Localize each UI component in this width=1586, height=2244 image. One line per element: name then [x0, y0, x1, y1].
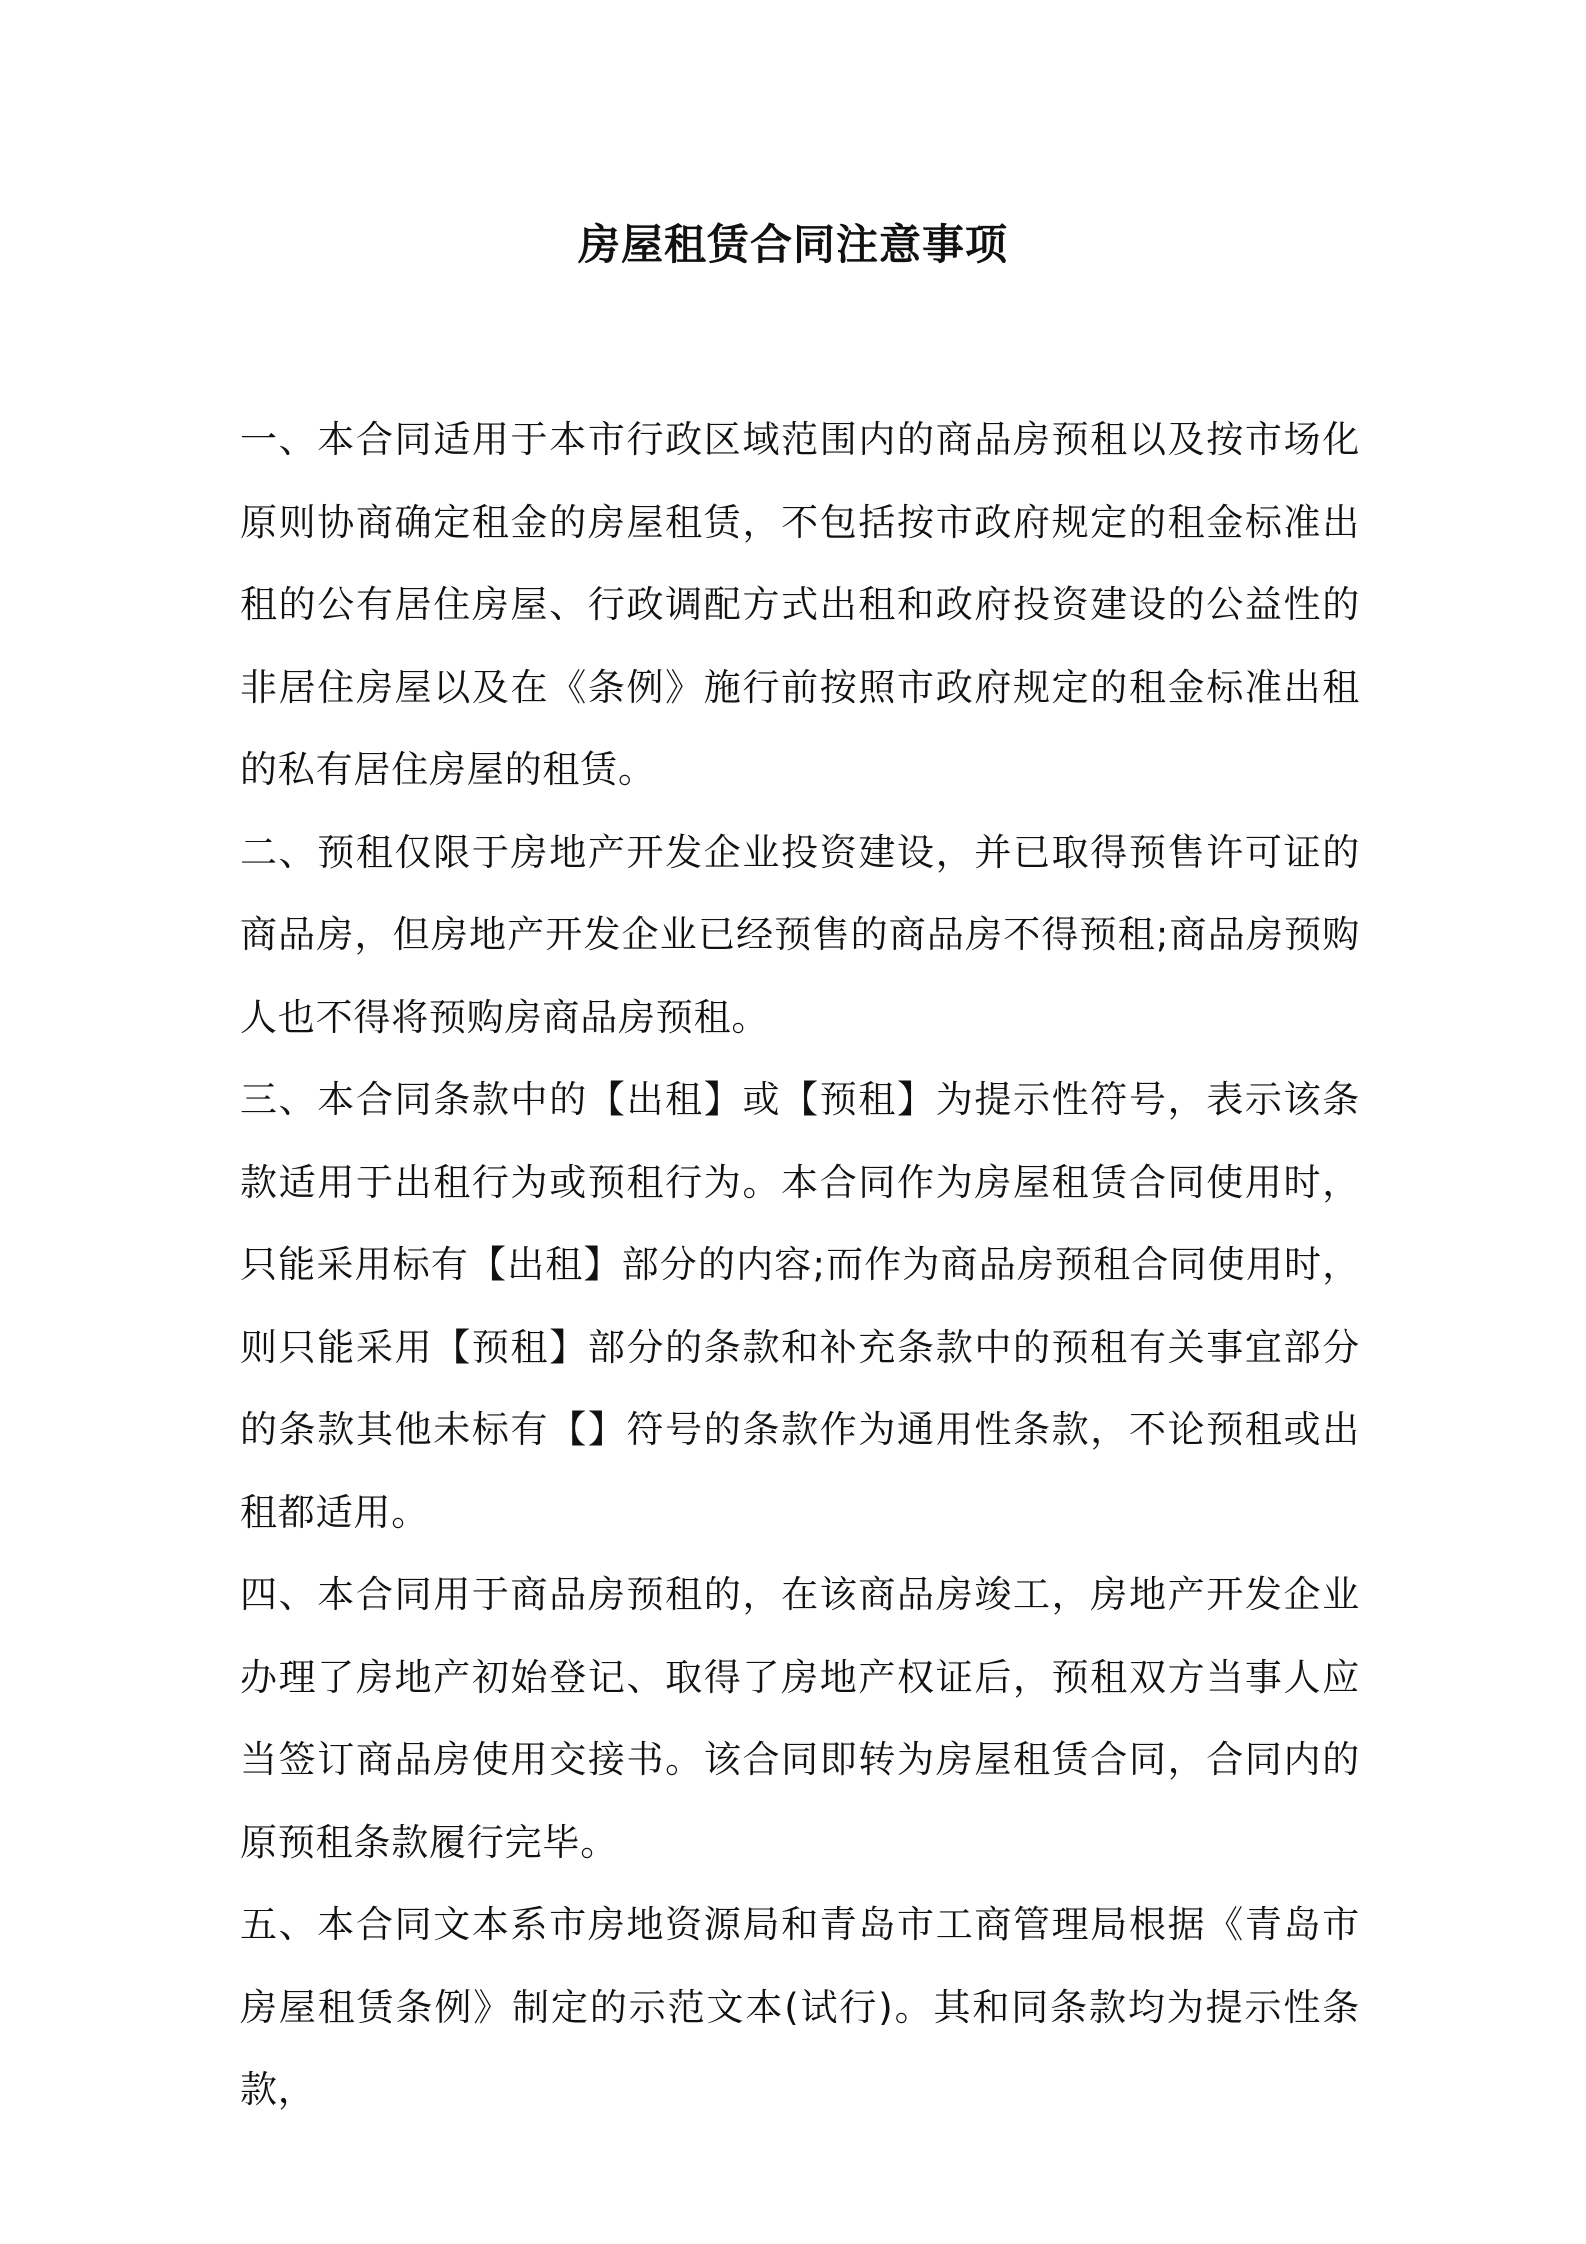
- clause-1-paragraph: 一、本合同适用于本市行政区域范围内的商品房预租以及按市场化原则协商确定租金的房屋租赁，不包括按市政府规定的租金标准出租的公有居住房屋、行政调配方式出租和政府投资建设的公益性的非居住房屋以及在《条例》施行前按照市政府规定的租金标准出租的私有居住房屋的租赁。: [240, 418, 1360, 791]
- clause-3-paragraph: 三、本合同条款中的【出租】或【预租】为提示性符号，表示该条款适用于出租行为或预租行为。本合同作为房屋租赁合同使用时，只能采用标有【出租】部分的内容;而作为商品房预租合同使用时，则只能采用【预租】部分的条款和补充条款中的预租有关事宜部分的条款其他未标有【】符号的条款作为通用性条款，不论预租或出租都适用。: [240, 1078, 1360, 1534]
- document-title: 房屋租赁合同注意事项: [577, 220, 1008, 269]
- document-body: [240, 399, 1360, 2132]
- clause-4-paragraph: 四、本合同用于商品房预租的，在该商品房竣工，房地产开发企业办理了房地产初始登记、取得了房地产权证后，预租双方当事人应当签订商品房使用交接书。该合同即转为房屋租赁合同，合同内的原预租条款履行完毕。: [240, 1573, 1360, 1864]
- clause-5-paragraph: 五、本合同文本系市房地资源局和青岛市工商管理局根据《青岛市房屋租赁条例》制定的示范文本(试行)。其和同条款均为提示性条款，: [240, 1903, 1360, 2111]
- clause-2-paragraph: 二、预租仅限于房地产开发企业投资建设，并已取得预售许可证的商品房，但房地产开发企业已经预售的商品房不得预租;商品房预购人也不得将预购房商品房预租。: [240, 830, 1360, 1039]
